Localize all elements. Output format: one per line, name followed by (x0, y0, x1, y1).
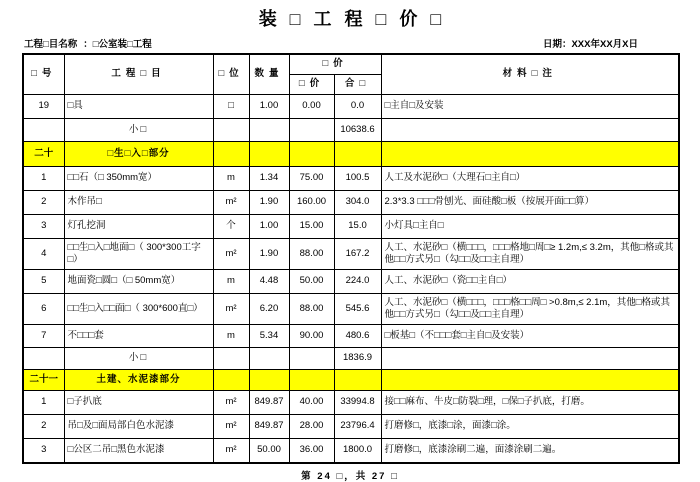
cell-price: 75.00 (289, 167, 334, 191)
cell-no: 2 (23, 415, 64, 439)
cell-unit: m² (213, 439, 249, 463)
col-header-price-group: □价 (289, 54, 381, 75)
cell-unit: m (213, 167, 249, 191)
cell-total: 304.0 (334, 191, 381, 215)
project-name (24, 36, 152, 50)
cell-qty: 1.00 (249, 215, 289, 239)
table-row (23, 439, 679, 463)
cell-no: 3 (23, 215, 64, 239)
cell-qty: 1.90 (249, 191, 289, 215)
cell-remark: □板基□（不□□□套□主自□及安装） (381, 325, 679, 348)
cell-price (289, 142, 334, 167)
cell-price: 50.00 (289, 270, 334, 294)
cell-qty: 849.87 (249, 415, 289, 439)
cell-no: 5 (23, 270, 64, 294)
cell-item: □生□入□部分 (64, 142, 213, 167)
cell-item: 吊□及□面局部白色水泥漆 (64, 415, 213, 439)
cell-item: □□石（□ 350mm宽） (64, 167, 213, 191)
cell-item: 土建、水泥漆部分 (64, 370, 213, 391)
cell-total: 1836.9 (334, 348, 381, 370)
cell-remark: 打磨修□，底漆涂刷二遍，面漆涂刷二遍。 (381, 439, 679, 463)
col-header-total: 合□ (334, 75, 381, 95)
cell-no: 2 (23, 191, 64, 215)
col-header-remark: 材料□注 (381, 54, 679, 95)
cell-item: □具 (64, 95, 213, 119)
table-row (23, 391, 679, 415)
project-name-label: 工程□目名称 (24, 39, 78, 50)
cell-unit: 个 (213, 215, 249, 239)
cell-unit: m² (213, 391, 249, 415)
cell-total (334, 370, 381, 391)
cell-qty (249, 370, 289, 391)
cell-no (23, 119, 64, 142)
cell-no: 1 (23, 167, 64, 191)
cell-total: 480.6 (334, 325, 381, 348)
cell-price: 88.00 (289, 294, 334, 325)
cell-qty: 849.87 (249, 391, 289, 415)
cell-item: □公区二吊□黑色水泥漆 (64, 439, 213, 463)
table-row (23, 294, 679, 325)
col-header-unit: □位 (213, 54, 249, 95)
cell-qty: 1.00 (249, 95, 289, 119)
cell-unit (213, 370, 249, 391)
cell-remark: 2.3*3.3 □□□骨刨光、面硅酸□板（按展开面□□算） (381, 191, 679, 215)
cell-unit: m² (213, 294, 249, 325)
cell-item: 灯孔挖洞 (64, 215, 213, 239)
cell-no: 3 (23, 439, 64, 463)
cell-total: 15.0 (334, 215, 381, 239)
cell-qty: 1.34 (249, 167, 289, 191)
cell-remark: 人工、水泥砂□（横□□□，□□□格□□周□ >0.8m,≤ 2.1m，其他□格或其他□□方式另□（勾□□及□□主自理） (381, 294, 679, 325)
project-name-value: ：□公室装□工程 (83, 39, 152, 50)
cell-qty: 50.00 (249, 439, 289, 463)
cell-unit: m (213, 325, 249, 348)
table-row (23, 270, 679, 294)
cell-qty: 4.48 (249, 270, 289, 294)
cell-total: 224.0 (334, 270, 381, 294)
cell-item: □□生□入□地面□（ 300*300工字□） (64, 239, 213, 270)
col-header-qty: 数量 (249, 54, 289, 95)
cell-unit: m (213, 270, 249, 294)
cell-item: □□生□入□□面□（ 300*600直□） (64, 294, 213, 325)
subtotal-row (23, 348, 679, 370)
cell-unit (213, 119, 249, 142)
section-row (23, 370, 679, 391)
cell-qty: 1.90 (249, 239, 289, 270)
page-title: 装□工程□价□ (258, 9, 455, 29)
cell-remark (381, 370, 679, 391)
cell-price: 40.00 (289, 391, 334, 415)
cell-remark: 人工及水泥砂□（大理石□主自□） (381, 167, 679, 191)
cell-no: 4 (23, 239, 64, 270)
col-header-no: □号 (23, 54, 64, 95)
cell-item: 不□□□套 (64, 325, 213, 348)
cell-remark: 打磨修□，底漆□涂，面漆□涂。 (381, 415, 679, 439)
cell-item: 小□ (64, 348, 213, 370)
cell-qty (249, 348, 289, 370)
cell-remark: 接□□麻布、牛皮□防裂□理，□保□子扒底，打磨。 (381, 391, 679, 415)
cell-price: 0.00 (289, 95, 334, 119)
cell-remark: 人工、水泥砂□（横□□□，□□□格地□周□≥ 1.2m,≤ 3.2m，其他□格或其他□□方式另□（勾□□及□□主自理） (381, 239, 679, 270)
cell-price: 28.00 (289, 415, 334, 439)
cell-price: 88.00 (289, 239, 334, 270)
cell-total: 167.2 (334, 239, 381, 270)
col-header-unit-price: □价 (289, 75, 334, 95)
cell-item: 地面瓷□圆□（□ 50mm宽） (64, 270, 213, 294)
cell-qty: 5.34 (249, 325, 289, 348)
cell-price (289, 370, 334, 391)
quotation-table (22, 53, 680, 464)
cell-total: 545.6 (334, 294, 381, 325)
col-header-item: 工程□目 (64, 54, 213, 95)
cell-price: 160.00 (289, 191, 334, 215)
cell-qty (249, 119, 289, 142)
cell-remark (381, 348, 679, 370)
table-row (23, 415, 679, 439)
cell-price: 90.00 (289, 325, 334, 348)
cell-price (289, 119, 334, 142)
cell-unit (213, 142, 249, 167)
cell-price (289, 348, 334, 370)
cell-no: 二十 (23, 142, 64, 167)
cell-remark (381, 142, 679, 167)
table-row (23, 239, 679, 270)
cell-total: 23796.4 (334, 415, 381, 439)
cell-unit (213, 348, 249, 370)
cell-remark: 小灯具□主自□ (381, 215, 679, 239)
cell-unit: □ (213, 95, 249, 119)
cell-total (334, 142, 381, 167)
cell-remark: 人工、水泥砂□（瓷□□主自□） (381, 270, 679, 294)
cell-item: 木作吊□ (64, 191, 213, 215)
cell-total: 33994.8 (334, 391, 381, 415)
cell-unit: m² (213, 191, 249, 215)
cell-no (23, 348, 64, 370)
cell-no: 6 (23, 294, 64, 325)
cell-qty (249, 142, 289, 167)
table-row (23, 215, 679, 239)
cell-price: 15.00 (289, 215, 334, 239)
cell-total: 10638.6 (334, 119, 381, 142)
table-header (23, 54, 679, 95)
table-row (23, 167, 679, 191)
page-number: 第 24 □，共 27 □ (301, 470, 399, 482)
cell-remark (381, 119, 679, 142)
cell-no: 二十一 (23, 370, 64, 391)
cell-total: 100.5 (334, 167, 381, 191)
cell-no: 7 (23, 325, 64, 348)
cell-item: □子扒底 (64, 391, 213, 415)
cell-qty: 6.20 (249, 294, 289, 325)
cell-total: 0.0 (334, 95, 381, 119)
cell-unit: m² (213, 415, 249, 439)
cell-no: 19 (23, 95, 64, 119)
subtotal-row (23, 119, 679, 142)
meta-row (24, 36, 638, 50)
cell-price: 36.00 (289, 439, 334, 463)
date-label: 日期：XXX年XX月X日 (542, 39, 638, 50)
cell-unit: m² (213, 239, 249, 270)
cell-item: 小□ (64, 119, 213, 142)
table-row (23, 95, 679, 119)
section-row (23, 142, 679, 167)
cell-total: 1800.0 (334, 439, 381, 463)
cell-no: 1 (23, 391, 64, 415)
table-row (23, 325, 679, 348)
cell-remark: □主自□及安装 (381, 95, 679, 119)
table-row (23, 191, 679, 215)
